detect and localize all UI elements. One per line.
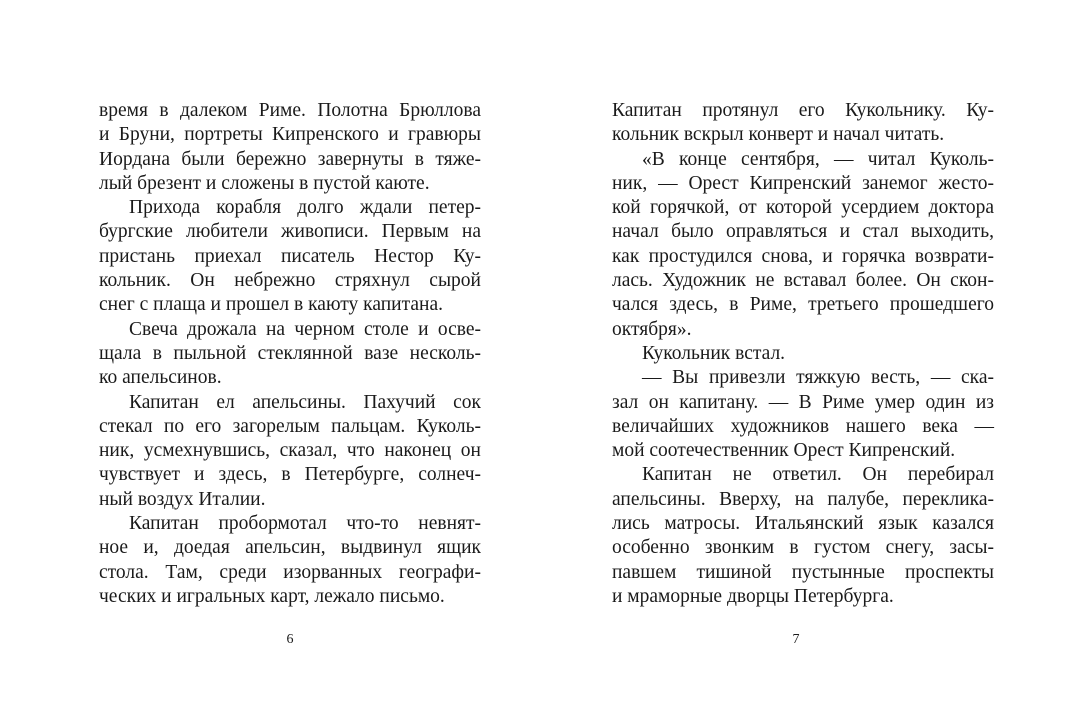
text-line: и Бруни, портреты Кипренского и гравюры	[99, 124, 481, 146]
text-line: начал было оправляться и стал выходить,	[612, 221, 994, 243]
text-line: кой горячкой, от которой усердием доктора	[612, 197, 994, 219]
text-line: Иордана были бережно завернуты в тяже-	[99, 148, 481, 170]
text-line: Прихода корабля долго ждали петер-	[129, 197, 481, 219]
left-page	[99, 99, 481, 609]
text-line: ное и, доедая апельсин, выдвинул ящик	[99, 537, 481, 559]
text-line: и мраморные дворцы Петербурга.	[612, 585, 894, 607]
text-line: щала в пыльной стеклянной вазе несколь-	[99, 342, 481, 364]
text-line: апельсины. Вверху, на палубе, переклика-	[612, 488, 994, 510]
text-line: чался здесь, в Риме, третьего прошедшего	[612, 294, 994, 316]
text-line: снег с плаща и прошел в каюту капитана.	[99, 294, 443, 316]
text-line: — Вы привезли тяжкую весть, — ска-	[642, 367, 994, 389]
text-line: лась. Художник не вставал более. Он скон-	[612, 270, 994, 292]
text-line: Капитан не ответил. Он перебирал	[642, 464, 994, 486]
text-line: Капитан пробормотал что-то невнят-	[129, 513, 481, 535]
text-line: Капитан ел апельсины. Пахучий сок	[129, 391, 481, 413]
text-line: Свеча дрожала на черном столе и осве-	[129, 318, 481, 340]
text-line: лись матросы. Итальянский язык казался	[612, 513, 994, 535]
text-line: пристань приехал писатель Нестор Ку-	[99, 245, 481, 267]
page-number-right: 7	[792, 632, 800, 647]
text-line: мой соотечественник Орест Кипренский.	[612, 440, 956, 462]
text-line: величайших художников нашего века —	[612, 415, 994, 437]
text-line: ко апельсинов.	[99, 367, 222, 389]
text-line: октября».	[612, 318, 692, 340]
text-line: «В конце сентября, — читал Куколь-	[642, 148, 994, 170]
page-number-left: 6	[286, 632, 294, 647]
text-line: Капитан протянул его Кукольнику. Ку-	[612, 100, 994, 121]
text-line: ный воздух Италии.	[99, 488, 266, 510]
text-line: как простудился снова, и горячка возврати-	[612, 245, 994, 267]
text-line: время в далеком Риме. Полотна Брюллова	[99, 100, 481, 121]
text-line: ник, — Орест Кипренский занемог жесто-	[612, 172, 994, 194]
text-line: зал он капитану. — В Риме умер один из	[612, 391, 994, 413]
text-line: кольник. Он небрежно стряхнул сырой	[99, 270, 481, 292]
text-line: стола. Там, среди изорванных географи-	[99, 561, 481, 583]
text-line: ник, усмехнувшись, сказал, что наконец он	[99, 440, 481, 462]
text-line: ческих и игральных карт, лежало письмо.	[99, 585, 445, 607]
text-line: особенно звонким в густом снегу, засы-	[612, 537, 994, 559]
text-line: стекал по его загорелым пальцам. Куколь-	[99, 415, 481, 437]
text-line: чувствует и здесь, в Петербурге, солнеч-	[99, 464, 481, 486]
right-page	[612, 99, 994, 609]
text-line: Кукольник встал.	[642, 342, 786, 364]
text-line: лый брезент и сложены в пустой каюте.	[99, 172, 430, 194]
text-line: бургские любители живописи. Первым на	[99, 221, 481, 243]
text-line: павшем тишиной пустынные проспекты	[612, 561, 994, 583]
text-line: кольник вскрыл конверт и начал читать.	[612, 124, 945, 146]
